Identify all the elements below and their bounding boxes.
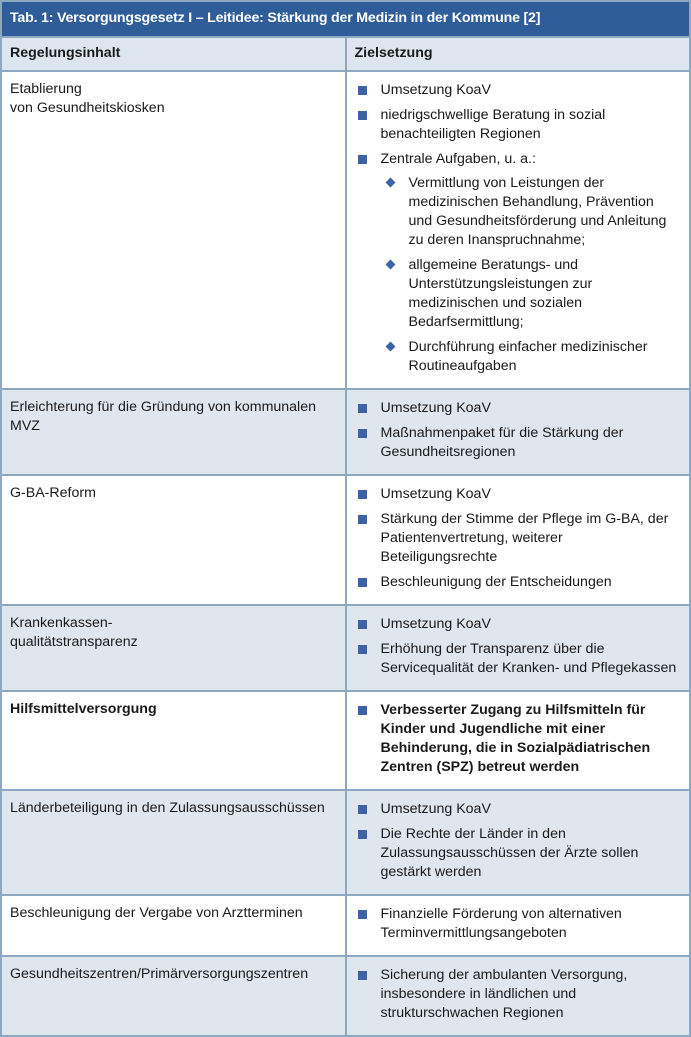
list-item	[357, 573, 682, 592]
column-header-regelungsinhalt: Regelungsinhalt	[1, 37, 346, 71]
row-goals	[346, 475, 691, 605]
list-item-text: Umsetzung KoaV	[380, 400, 491, 416]
list-item	[357, 800, 682, 819]
list-item	[357, 640, 682, 678]
row-label: Gesundheitszentren/Primärversorgungszentren	[1, 956, 346, 1036]
list-item	[357, 399, 682, 418]
list-item-text: Erhöhung der Transparenz über die Servicequalität der Kranken- und Pflegekassen	[380, 641, 677, 676]
table-row	[1, 691, 690, 790]
sub-list-item	[381, 174, 682, 250]
row-goals	[346, 790, 691, 895]
list-item-text: Umsetzung KoaV	[380, 82, 491, 98]
square-bullet-icon	[358, 404, 367, 413]
sub-list-item-text: allgemeine Beratungs- und Unterstützungsleistungen zur medizinischen und sozialen Bedarfsermittlung;	[408, 257, 593, 330]
diamond-bullet-icon	[385, 260, 395, 270]
square-bullet-icon	[358, 830, 367, 839]
square-bullet-icon	[358, 645, 367, 654]
list-item-text: Verbesserter Zugang zu Hilfsmitteln für Kinder und Jugendliche mit einer Behinderung, die in Sozialpädiatrischen Zentren (SPZ) betreut werden	[380, 702, 651, 775]
list-item	[357, 485, 682, 504]
list-item-text: Die Rechte der Länder in den Zulassungsausschüssen der Ärzte sollen gestärkt werden	[380, 826, 639, 880]
sub-list-item	[381, 338, 682, 376]
list-item-text: Zentrale Aufgaben, u. a.:	[380, 151, 536, 167]
row-goals	[346, 389, 691, 475]
list-item	[357, 510, 682, 567]
square-bullet-icon	[358, 155, 367, 164]
list-item	[357, 905, 682, 943]
list-item-text: Finanzielle Förderung von alternativen Terminvermittlungsangeboten	[380, 906, 622, 941]
row-label	[1, 71, 346, 389]
list-item	[357, 615, 682, 634]
list-item-text: Beschleunigung der Entscheidungen	[380, 574, 612, 590]
row-goals	[346, 956, 691, 1036]
sub-list-item-text: Vermittlung von Leistungen der medizinischen Behandlung, Prävention und Gesundheitsförderung und Anleitung zu deren Inanspruchnahme;	[408, 175, 667, 248]
row-label: Hilfsmittelversorgung	[1, 691, 346, 790]
list-item-text: Umsetzung KoaV	[380, 486, 491, 502]
square-bullet-icon	[358, 971, 367, 980]
table-row	[1, 389, 690, 475]
table-row	[1, 71, 690, 389]
list-item-text: Sicherung der ambulanten Versorgung, insbesondere in ländlichen und strukturschwachen Regionen	[380, 967, 628, 1021]
square-bullet-icon	[358, 111, 367, 120]
table-row	[1, 895, 690, 956]
row-label	[1, 605, 346, 691]
list-item-text: Maßnahmenpaket für die Stärkung der Gesundheitsregionen	[380, 425, 624, 460]
diamond-bullet-icon	[385, 342, 395, 352]
row-label: G-BA-Reform	[1, 475, 346, 605]
square-bullet-icon	[358, 490, 367, 499]
square-bullet-icon	[358, 620, 367, 629]
list-item	[357, 424, 682, 462]
table-row	[1, 605, 690, 691]
square-bullet-icon	[358, 86, 367, 95]
list-item	[357, 966, 682, 1023]
sub-list-item	[381, 256, 682, 332]
list-item	[357, 150, 682, 376]
row-label-text: Krankenkassen- qualitätstransparenz	[10, 615, 138, 650]
list-item	[357, 81, 682, 100]
row-label: Erleichterung für die Gründung von kommunalen MVZ	[1, 389, 346, 475]
list-item	[357, 701, 682, 777]
table-row	[1, 956, 690, 1036]
row-goals	[346, 691, 691, 790]
square-bullet-icon	[358, 515, 367, 524]
list-item-text: niedrigschwellige Beratung in sozial benachteiligten Regionen	[380, 107, 606, 142]
list-item-text: Umsetzung KoaV	[380, 616, 491, 632]
table-row	[1, 790, 690, 895]
row-goals	[346, 605, 691, 691]
column-header-zielsetzung: Zielsetzung	[346, 37, 691, 71]
row-goals	[346, 71, 691, 389]
table-row	[1, 475, 690, 605]
row-goals	[346, 895, 691, 956]
row-label-text: Etablierung von Gesundheitskiosken	[10, 81, 165, 116]
sub-list-item-text: Durchführung einfacher medizinischer Routineaufgaben	[408, 339, 648, 374]
square-bullet-icon	[358, 706, 367, 715]
row-label: Länderbeteiligung in den Zulassungsausschüssen	[1, 790, 346, 895]
list-item-text: Stärkung der Stimme der Pflege im G-BA, der Patientenvertretung, weiterer Beteiligungsrechte	[380, 511, 669, 565]
list-item	[357, 106, 682, 144]
square-bullet-icon	[358, 578, 367, 587]
square-bullet-icon	[358, 910, 367, 919]
list-item-text: Umsetzung KoaV	[380, 801, 491, 817]
row-label: Beschleunigung der Vergabe von Arztterminen	[1, 895, 346, 956]
square-bullet-icon	[358, 429, 367, 438]
diamond-bullet-icon	[385, 178, 395, 188]
table-title: Tab. 1: Versorgungsgesetz I – Leitidee: Stärkung der Medizin in der Kommune [2]	[1, 1, 690, 37]
list-item	[357, 825, 682, 882]
square-bullet-icon	[358, 805, 367, 814]
